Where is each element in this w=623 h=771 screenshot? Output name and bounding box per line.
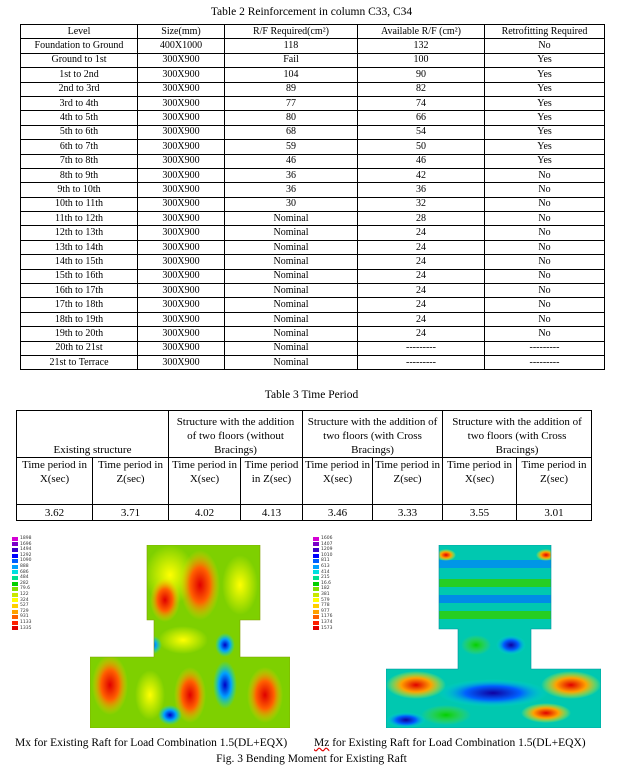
legend-swatch [12,615,18,619]
legend-swatch [12,626,18,630]
legend-label: 1292 [20,552,32,558]
legend-entry [12,626,31,632]
table-cell: 300X900 [138,341,225,355]
time-period-subheader-cell: Time period in Z(sec) [241,458,303,505]
table-cell: 300X900 [138,82,225,96]
table-row [21,154,605,168]
table-cell: 50 [358,140,485,154]
legend-swatch [12,570,18,574]
legend-swatch [12,565,18,569]
table-cell: 89 [225,82,358,96]
legend-label: 324 [20,597,29,603]
table-cell: 300X900 [138,312,225,326]
reinforcement-header-cell: Available R/F (cm²) [358,25,485,39]
table-cell: 21st to Terrace [21,355,138,369]
table-row [21,312,605,326]
legend-swatch [313,548,319,552]
table-cell: 100 [358,53,485,67]
table-cell: 32 [358,197,485,211]
table-cell: Nominal [225,327,358,341]
table-cell: 90 [358,68,485,82]
table-cell: 30 [225,197,358,211]
table-cell: 7th to 8th [21,154,138,168]
legend-label: 888 [20,563,29,569]
legend-label: 1606 [321,536,333,541]
table-cell: Nominal [225,312,358,326]
mz-caption-rest: for Existing Raft for Load Combination 1.5(DL+EQX) [329,737,586,749]
legend-label: 977 [321,608,330,614]
table-cell: 15th to 16th [21,269,138,283]
legend-label: 1133 [20,619,32,625]
time-period-subheader-cell: Time period in X(sec) [169,458,241,505]
table-cell: 36 [225,183,358,197]
legend-label: 527 [20,603,29,609]
table-cell: 46 [225,154,358,168]
time-period-sub-header [17,458,592,505]
legend-label: 182 [321,586,330,592]
table-cell: 300X900 [138,226,225,240]
table-cell: Yes [485,111,605,125]
legend-label: 778 [321,603,330,609]
table-cell: --------- [358,355,485,369]
legend-swatch [12,537,18,541]
table-cell: 18th to 19th [21,312,138,326]
table-cell: Nominal [225,212,358,226]
table-cell: 104 [225,68,358,82]
table-cell: Nominal [225,269,358,283]
time-period-value-cell: 4.13 [241,505,303,521]
table-cell: Nominal [225,255,358,269]
table-row [21,111,605,125]
legend-label: 381 [321,591,330,597]
table-row [21,125,605,139]
table-cell: Yes [485,96,605,110]
table-row [21,197,605,211]
table-cell: No [485,183,605,197]
table-cell: 9th to 10th [21,183,138,197]
table-cell: No [485,197,605,211]
time-period-subheader-cell: Time period in X(sec) [443,458,517,505]
table-row [21,68,605,82]
table-cell: 118 [225,39,358,53]
table-cell: Yes [485,82,605,96]
table-row [21,53,605,67]
legend-label: 1898 [20,536,32,541]
time-period-group-cell: Structure with the addition of two floors (with Cross Bracings) [443,411,592,458]
table-cell: Foundation to Ground [21,39,138,53]
legend-label: 931 [20,614,29,620]
legend-label: 686 [20,569,29,575]
table-row [21,183,605,197]
legend-label: 282 [20,580,29,586]
table-cell: Fail [225,53,358,67]
table-cell: No [485,39,605,53]
legend-swatch [313,565,319,569]
table-cell: 300X900 [138,140,225,154]
reinforcement-table-header [21,25,605,39]
table-cell: 300X900 [138,53,225,67]
table-cell: 300X900 [138,284,225,298]
table-row [21,240,605,254]
legend-swatch [313,615,319,619]
table-cell: Nominal [225,284,358,298]
table-cell: 20th to 21st [21,341,138,355]
table-cell: No [485,327,605,341]
table-cell: 300X900 [138,154,225,168]
table-row [21,327,605,341]
legend-swatch [313,554,319,558]
table-cell: 59 [225,140,358,154]
legend-label: 579 [321,597,330,603]
legend-label: 1494 [20,547,32,553]
table-cell: 300X900 [138,168,225,182]
legend-swatch [12,598,18,602]
table-cell: Yes [485,68,605,82]
table-cell: Nominal [225,355,358,369]
table-cell: No [485,284,605,298]
table-cell: 300X900 [138,125,225,139]
table-cell: --------- [485,341,605,355]
table-cell: No [485,255,605,269]
legend-label: 215 [321,575,330,581]
time-period-group-cell: Structure with the addition of two floors (without Bracings) [169,411,303,458]
table-cell: 42 [358,168,485,182]
legend-label: 613 [321,563,330,569]
mx-figure-caption: Mx for Existing Raft for Load Combination 1.5(DL+EQX) [15,737,288,749]
legend-swatch [313,570,319,574]
table-cell: 300X900 [138,183,225,197]
table-cell: 24 [358,284,485,298]
table-cell: 28 [358,212,485,226]
table-cell: 17th to 18th [21,298,138,312]
legend-swatch [12,576,18,580]
time-period-value-cell: 3.62 [17,505,93,521]
legend-label: 1374 [321,619,333,625]
table-cell: 16th to 17th [21,284,138,298]
time-period-subheader-cell: Time period in X(sec) [303,458,373,505]
table-row [21,140,605,154]
table-cell: 5th to 6th [21,125,138,139]
table-row [21,226,605,240]
table-cell: No [485,312,605,326]
legend-swatch [313,582,319,586]
legend-swatch [313,604,319,608]
table-cell: 36 [358,183,485,197]
time-period-value-cell: 4.02 [169,505,241,521]
table3-caption: Table 3 Time Period [264,389,359,401]
legend-swatch [12,582,18,586]
legend-label: 1010 [321,552,333,558]
table-cell: 300X900 [138,255,225,269]
legend-label: 1696 [20,541,32,547]
table-row [21,39,605,53]
table-cell: No [485,168,605,182]
table-cell: 13th to 14th [21,240,138,254]
time-period-group-header [17,411,592,458]
mx-bending-moment-contour [90,545,290,728]
table-cell: 10th to 11th [21,197,138,211]
table-cell: 24 [358,327,485,341]
time-period-values-row [17,505,592,521]
table-cell: 400X1000 [138,39,225,53]
legend-swatch [313,542,319,546]
table-cell: 300X900 [138,327,225,341]
table-cell: Yes [485,53,605,67]
table-cell: 4th to 5th [21,111,138,125]
legend-label: 1573 [321,625,333,631]
legend-label: 16.6 [321,580,332,586]
table-cell: 132 [358,39,485,53]
time-period-value-cell: 3.55 [443,505,517,521]
table-cell: Nominal [225,240,358,254]
table-cell: 24 [358,298,485,312]
reinforcement-table [20,24,605,370]
table-cell: --------- [358,341,485,355]
legend-swatch [12,604,18,608]
table-cell: 1st to 2nd [21,68,138,82]
mz-figure-caption [314,737,586,749]
legend-label: 1407 [321,541,333,547]
table-cell: 300X900 [138,240,225,254]
legend-label: 1209 [321,547,333,553]
legend-swatch [313,593,319,597]
table-cell: 66 [358,111,485,125]
time-period-group-cell: Existing structure [17,411,169,458]
legend-swatch [313,621,319,625]
table-cell: 300X900 [138,96,225,110]
legend-swatch [12,548,18,552]
legend-label: 122 [20,591,29,597]
legend-label: 1176 [321,614,333,620]
time-period-subheader-cell: Time period in Z(sec) [93,458,169,505]
reinforcement-header-cell: Level [21,25,138,39]
table-cell: 24 [358,269,485,283]
legend-swatch [12,593,18,597]
legend-label: 729 [20,608,29,614]
table-cell: No [485,226,605,240]
legend-label: 484 [20,575,29,581]
reinforcement-header-cell: Retrofitting Required [485,25,605,39]
table-cell: 24 [358,255,485,269]
reinforcement-header-cell: R/F Required(cm²) [225,25,358,39]
table-row [21,255,605,269]
legend-swatch [313,559,319,563]
table-cell: Yes [485,140,605,154]
legend-swatch [313,610,319,614]
legend-swatch [12,559,18,563]
table-cell: No [485,240,605,254]
table-cell: 80 [225,111,358,125]
legend-label: 811 [321,558,330,564]
legend-swatch [313,537,319,541]
table-cell: 19th to 20th [21,327,138,341]
table-cell: 68 [225,125,358,139]
table-cell: 46 [358,154,485,168]
table-row [21,168,605,182]
time-period-value-cell: 3.71 [93,505,169,521]
table-cell: 82 [358,82,485,96]
legend-swatch [313,576,319,580]
table-cell: 3rd to 4th [21,96,138,110]
time-period-subheader-cell: Time period in Z(sec) [373,458,443,505]
table-cell: No [485,212,605,226]
table-row [21,82,605,96]
table2-caption: Table 2 Reinforcement in column C33, C34 [210,6,413,18]
mz-bending-moment-contour [386,545,601,728]
table-cell: 14th to 15th [21,255,138,269]
table-cell: 300X900 [138,355,225,369]
table-cell: 11th to 12th [21,212,138,226]
mx-contour-legend [12,536,31,631]
legend-label: 79.6 [20,586,31,592]
table-row [21,96,605,110]
legend-label: 1090 [20,558,32,564]
table-cell: 8th to 9th [21,168,138,182]
table-cell: Yes [485,154,605,168]
table-row [21,284,605,298]
time-period-table [16,410,592,521]
mz-label: Mz [314,737,330,749]
legend-entry [313,626,332,632]
table-cell: Nominal [225,226,358,240]
table-cell: 300X900 [138,197,225,211]
legend-swatch [313,587,319,591]
table-cell: Ground to 1st [21,53,138,67]
legend-swatch [12,542,18,546]
table-cell: 24 [358,240,485,254]
legend-swatch [12,621,18,625]
time-period-value-cell: 3.33 [373,505,443,521]
table-cell: 77 [225,96,358,110]
legend-swatch [313,598,319,602]
table-row [21,355,605,369]
legend-swatch [12,554,18,558]
legend-swatch [313,626,319,630]
time-period-value-cell: 3.01 [517,505,592,521]
table-cell: 74 [358,96,485,110]
table-cell: No [485,298,605,312]
legend-swatch [12,610,18,614]
table-cell: 24 [358,312,485,326]
table-cell: 300X900 [138,298,225,312]
table-cell: Nominal [225,298,358,312]
table-cell: 36 [225,168,358,182]
table-cell: 300X900 [138,68,225,82]
table-cell: Nominal [225,341,358,355]
table-cell: 2nd to 3rd [21,82,138,96]
table-cell: No [485,269,605,283]
figure-caption: Fig. 3 Bending Moment for Existing Raft [216,753,407,765]
table-cell: Yes [485,125,605,139]
mz-contour-legend [313,536,332,631]
reinforcement-header-cell: Size(mm) [138,25,225,39]
table-row [21,298,605,312]
table-cell: 12th to 13th [21,226,138,240]
legend-label: 414 [321,569,330,575]
time-period-value-cell: 3.46 [303,505,373,521]
table-cell: --------- [485,355,605,369]
table-cell: 24 [358,226,485,240]
legend-swatch [12,587,18,591]
table-cell: 300X900 [138,269,225,283]
time-period-group-cell: Structure with the addition of two floors (with Cross Bracings) [303,411,443,458]
table-cell: 6th to 7th [21,140,138,154]
table-row [21,212,605,226]
table-row [21,341,605,355]
table-cell: 300X900 [138,212,225,226]
table-cell: 300X900 [138,111,225,125]
time-period-subheader-cell: Time period in X(sec) [17,458,93,505]
table-cell: 54 [358,125,485,139]
table-row [21,269,605,283]
time-period-subheader-cell: Time period in Z(sec) [517,458,592,505]
legend-label: 1335 [20,625,32,631]
